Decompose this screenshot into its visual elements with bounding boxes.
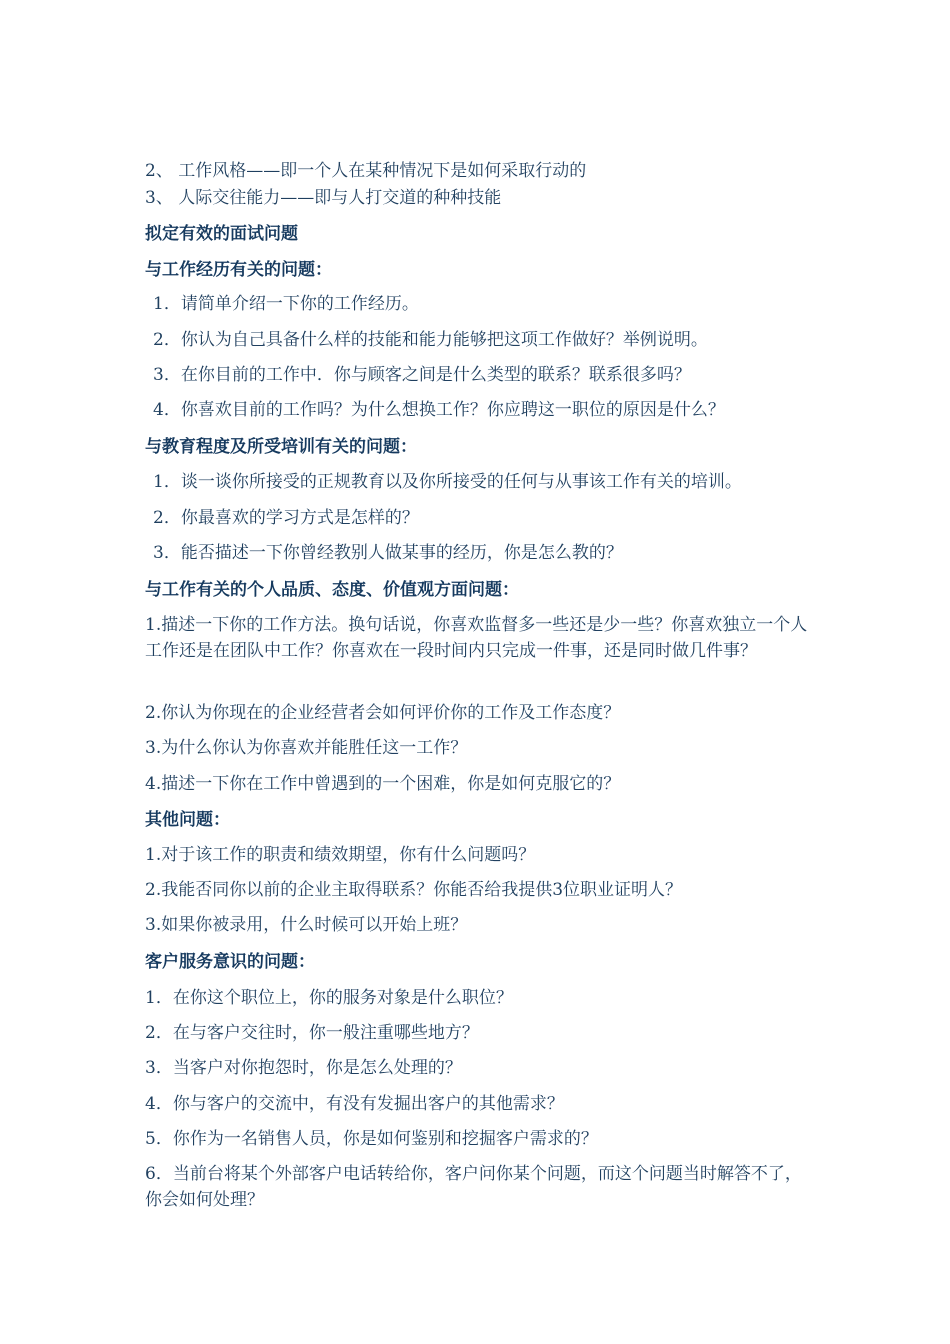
section-heading: 与工作经历有关的问题：	[145, 260, 332, 280]
question-item: 3.为什么你认为你喜欢并能胜任这一工作？	[145, 738, 468, 758]
intro-line: 2、 工作风格——即一个人在某种情况下是如何采取行动的	[145, 161, 587, 181]
question-item: 3．当客户对你抱怨时，你是怎么处理的？	[145, 1058, 462, 1078]
question-item: 4．你与客户的交流中，有没有发掘出客户的其他需求？	[145, 1094, 564, 1114]
question-item: 1．谈一谈你所接受的正规教育以及你所接受的任何与从事该工作有关的培训。	[153, 472, 742, 492]
question-item: 3．在你目前的工作中．你与顾客之间是什么类型的联系？联系很多吗？	[153, 365, 691, 385]
question-item: 4．你喜欢目前的工作吗？为什么想换工作？你应聘这一职位的原因是什么？	[153, 400, 725, 420]
question-item: 2.你认为你现在的企业经营者会如何评价你的工作及工作态度？	[145, 703, 621, 723]
question-item: 3.如果你被录用，什么时候可以开始上班？	[145, 915, 468, 935]
section-heading: 客户服务意识的问题：	[145, 952, 315, 972]
question-item: 1.对于该工作的职责和绩效期望，你有什么问题吗？	[145, 845, 536, 865]
question-item: 2.我能否同你以前的企业主取得联系？你能否给我提供3位职业证明人？	[145, 880, 683, 900]
question-item: 1.描述一下你的工作方法。换句话说，你喜欢监督多一些还是少一些？你喜欢独立一个人工作还是在团队中工作？你喜欢在一段时间内只完成一件事，还是同时做几件事？	[145, 615, 808, 661]
main-heading: 拟定有效的面试问题	[145, 224, 298, 244]
intro-line: 3、 人际交往能力——即与人打交道的种种技能	[145, 188, 502, 208]
question-item: 2．你认为自己具备什么样的技能和能力能够把这项工作做好？举例说明。	[153, 330, 708, 350]
section-heading: 其他问题：	[145, 810, 230, 830]
question-item: 2．你最喜欢的学习方式是怎样的？	[153, 508, 419, 528]
question-item: 2．在与客户交往时，你一般注重哪些地方？	[145, 1023, 479, 1043]
question-item: 1．请简单介绍一下你的工作经历。	[153, 294, 419, 314]
section-heading: 与教育程度及所受培训有关的问题：	[145, 437, 417, 457]
question-item: 4.描述一下你在工作中曾遇到的一个困难，你是如何克服它的？	[145, 774, 621, 794]
question-item: 5．你作为一名销售人员，你是如何鉴别和挖掘客户需求的？	[145, 1129, 598, 1149]
question-item: 3．能否描述一下你曾经教别人做某事的经历，你是怎么教的？	[153, 543, 623, 563]
question-item: 1．在你这个职位上，你的服务对象是什么职位？	[145, 988, 513, 1008]
question-item: 6．当前台将某个外部客户电话转给你，客户问你某个问题，而这个问题当时解答不了，你会如何处理？	[145, 1164, 802, 1210]
section-heading: 与工作有关的个人品质、态度、价值观方面问题：	[145, 580, 519, 600]
